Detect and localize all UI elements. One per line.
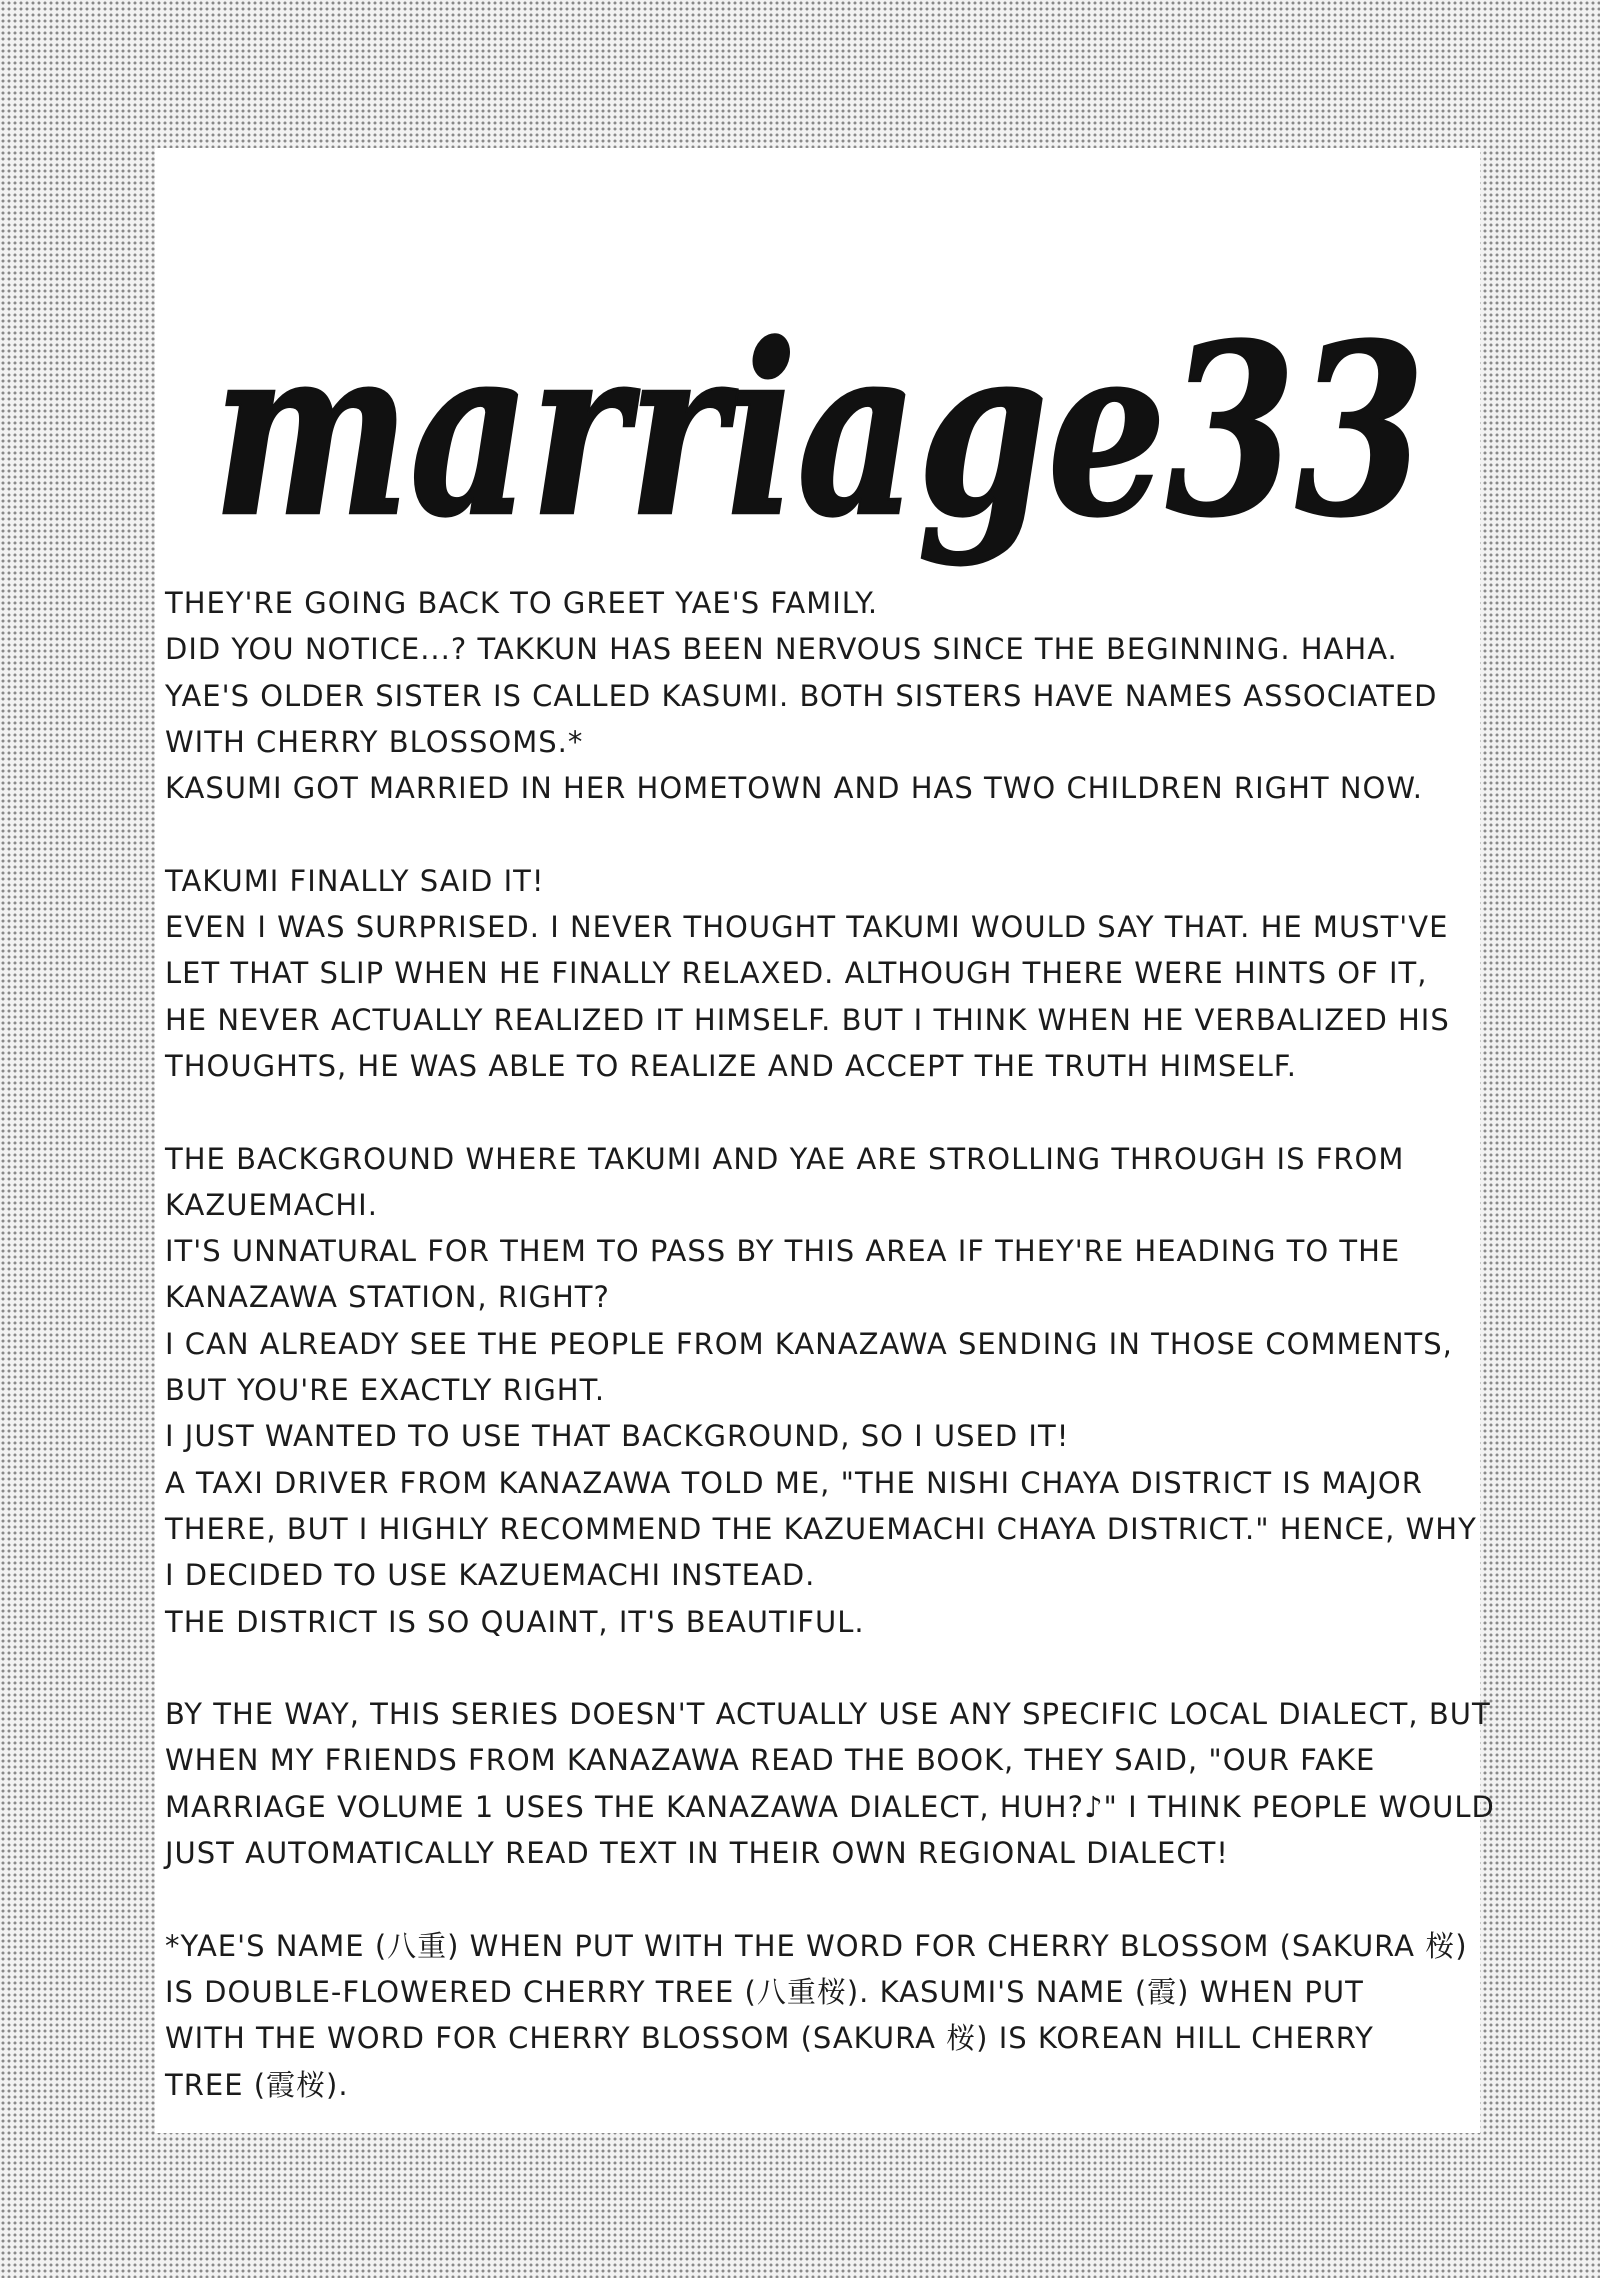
text-line: BY THE WAY, THIS SERIES DOESN'T ACTUALLY USE ANY SPECIFIC LOCAL DIALECT, BUT <box>165 1697 1491 1732</box>
text-line: YAE'S OLDER SISTER IS CALLED KASUMI. BOTH SISTERS HAVE NAMES ASSOCIATED <box>165 678 1438 713</box>
paragraph-3 <box>165 1136 1485 1645</box>
footnote-line: WITH THE WORD FOR CHERRY BLOSSOM (SAKURA 桜) IS KOREAN HILL CHERRY <box>165 2021 1374 2056</box>
paragraph-1 <box>165 580 1485 811</box>
text-line: I CAN ALREADY SEE THE PEOPLE FROM KANAZAWA SENDING IN THOSE COMMENTS, <box>165 1326 1453 1361</box>
text-line: A TAXI DRIVER FROM KANAZAWA TOLD ME, "THE NISHI CHAYA DISTRICT IS MAJOR <box>165 1465 1423 1500</box>
paragraph-gap <box>165 1876 1485 1922</box>
text-line: THERE, BUT I HIGHLY RECOMMEND THE KAZUEMACHI CHAYA DISTRICT." HENCE, WHY <box>165 1511 1477 1546</box>
text-panel <box>155 148 1495 2133</box>
text-line: KAZUEMACHI. <box>165 1187 378 1222</box>
paragraph-2 <box>165 858 1485 1089</box>
paragraph-gap <box>165 811 1485 857</box>
paragraph-gap <box>165 1645 1485 1691</box>
text-line: DID YOU NOTICE...? TAKKUN HAS BEEN NERVOUS SINCE THE BEGINNING. HAHA. <box>165 632 1398 667</box>
paragraph-4 <box>165 1691 1495 1876</box>
footnote-line: TREE (霞桜). <box>165 2067 349 2102</box>
paragraph-gap <box>165 1089 1485 1135</box>
text-line: KASUMI GOT MARRIED IN HER HOMETOWN AND HAS TWO CHILDREN RIGHT NOW. <box>165 771 1423 806</box>
footnote-line: *YAE'S NAME (八重) WHEN PUT WITH THE WORD FOR CHERRY BLOSSOM (SAKURA 桜) <box>165 1928 1468 1963</box>
svg-text:marriage33: marriage33 <box>213 293 1425 569</box>
text-line: THOUGHTS, HE WAS ABLE TO REALIZE AND ACCEPT THE TRUTH HIMSELF. <box>165 1048 1297 1083</box>
text-line: TAKUMI FINALLY SAID IT! <box>165 863 545 898</box>
text-line: I JUST WANTED TO USE THAT BACKGROUND, SO I USED IT! <box>165 1419 1070 1454</box>
footnote-line: IS DOUBLE-FLOWERED CHERRY TREE (八重桜). KASUMI'S NAME (霞) WHEN PUT <box>165 1974 1364 2009</box>
text-line: THEY'RE GOING BACK TO GREET YAE'S FAMILY. <box>165 586 879 620</box>
footnote <box>165 1923 1485 2108</box>
text-line: WITH CHERRY BLOSSOMS.* <box>165 724 584 759</box>
text-line: LET THAT SLIP WHEN HE FINALLY RELAXED. ALTHOUGH THERE WERE HINTS OF IT, <box>165 956 1428 991</box>
text-line: MARRIAGE VOLUME 1 USES THE KANAZAWA DIALECT, HUH?♪" I THINK PEOPLE WOULD <box>165 1789 1495 1824</box>
text-line: HE NEVER ACTUALLY REALIZED IT HIMSELF. BUT I THINK WHEN HE VERBALIZED HIS <box>165 1002 1450 1037</box>
text-line: EVEN I WAS SURPRISED. I NEVER THOUGHT TAKUMI WOULD SAY THAT. HE MUST'VE <box>165 910 1449 945</box>
text-line: WHEN MY FRIENDS FROM KANAZAWA READ THE BOOK, THEY SAID, "OUR FAKE <box>165 1743 1376 1778</box>
chapter-title <box>195 248 1445 588</box>
chapter-title-lettering <box>195 248 1445 588</box>
text-line: THE BACKGROUND WHERE TAKUMI AND YAE ARE STROLLING THROUGH IS FROM <box>165 1141 1405 1176</box>
text-line: BUT YOU'RE EXACTLY RIGHT. <box>165 1373 606 1408</box>
text-line: THE DISTRICT IS SO QUAINT, IT'S BEAUTIFUL. <box>165 1604 865 1639</box>
text-line: IT'S UNNATURAL FOR THEM TO PASS BY THIS AREA IF THEY'RE HEADING TO THE <box>165 1234 1401 1269</box>
afterword-body <box>165 580 1495 2108</box>
text-line: KANAZAWA STATION, RIGHT? <box>165 1280 610 1315</box>
text-line: I DECIDED TO USE KAZUEMACHI INSTEAD. <box>165 1558 816 1593</box>
text-line: JUST AUTOMATICALLY READ TEXT IN THEIR OWN REGIONAL DIALECT! <box>165 1836 1229 1871</box>
